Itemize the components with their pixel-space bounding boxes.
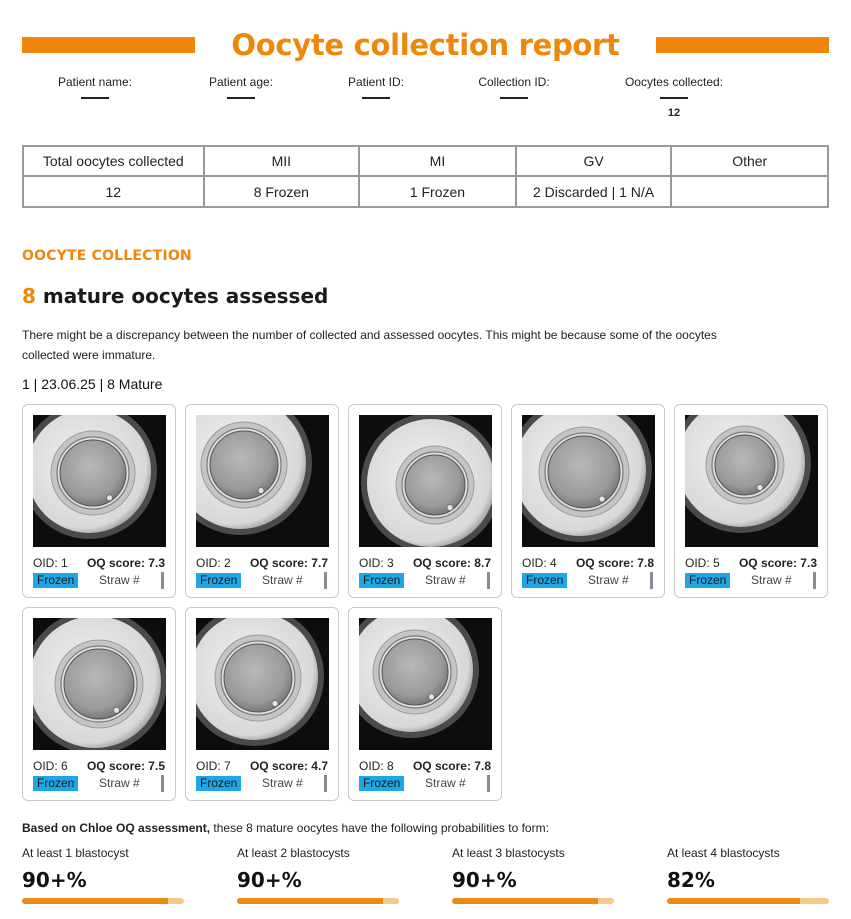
straw-marker	[324, 572, 327, 589]
summary-header-mii: MII	[204, 146, 360, 176]
straw-label: Straw #	[751, 573, 792, 587]
mature-count: 8	[22, 284, 36, 308]
status-badge: Frozen	[33, 776, 78, 791]
straw-label: Straw #	[425, 776, 466, 790]
straw-marker	[161, 572, 164, 589]
oq-score	[87, 759, 165, 773]
probability-label: At least 1 blastocyst	[22, 846, 129, 860]
oocytes-collected-label: Oocytes collected:	[624, 75, 724, 89]
straw-label: Straw #	[99, 776, 140, 790]
patient-info	[0, 75, 851, 125]
assessment-bold: Based on Chloe OQ assessment,	[22, 821, 211, 835]
patient-age-blank	[227, 97, 255, 99]
oq-score	[250, 759, 328, 773]
oocyte-card	[185, 404, 339, 598]
patient-id-blank	[362, 97, 390, 99]
summary-header-mi: MI	[359, 146, 516, 176]
report-header	[22, 24, 829, 66]
oocytes-collected-line	[660, 97, 688, 99]
oq-score-value: OQ score: 7.3	[738, 556, 817, 570]
oocyte-image	[33, 415, 166, 547]
oq-score-value: OQ score: 7.7	[249, 556, 328, 570]
oocyte-card	[348, 607, 502, 801]
oocyte-image	[359, 618, 492, 750]
mature-text: mature oocytes assessed	[35, 284, 329, 308]
status-badge: Frozen	[33, 573, 78, 588]
oq-score	[413, 759, 491, 773]
summary-value-total: 12	[23, 176, 204, 207]
patient-age-label: Patient age:	[208, 75, 274, 89]
patient-name-field	[54, 75, 136, 107]
oocyte-id: OID: 5	[685, 556, 720, 570]
oocyte-image	[196, 415, 329, 547]
oocyte-card	[511, 404, 665, 598]
collection-id-blank	[500, 97, 528, 99]
straw-marker	[650, 572, 653, 589]
patient-name-label: Patient name:	[57, 75, 133, 89]
straw-label: Straw #	[99, 573, 140, 587]
summary-header-other: Other	[671, 146, 828, 176]
title-bar-left	[22, 37, 195, 53]
status-badge: Frozen	[522, 573, 567, 588]
oocyte-id: OID: 2	[196, 556, 231, 570]
assessment-text	[22, 821, 549, 835]
status-badge: Frozen	[359, 776, 404, 791]
oocyte-card	[22, 404, 176, 598]
oocyte-image	[196, 618, 329, 750]
probability-item	[22, 846, 184, 904]
summary-header-total: Total oocytes collected	[23, 146, 204, 176]
oocyte-card	[22, 607, 176, 801]
summary-value-other	[671, 176, 828, 207]
probability-item	[452, 846, 614, 904]
mature-heading	[22, 284, 328, 308]
straw-label: Straw #	[425, 573, 466, 587]
title-bar-right	[656, 37, 829, 53]
oq-score-value: OQ score: 7.8	[412, 759, 491, 773]
collection-id-field	[475, 75, 553, 107]
oq-score	[739, 556, 817, 570]
oq-score-value: OQ score: 7.8	[575, 556, 654, 570]
straw-marker	[487, 775, 490, 792]
probability-value: 90+%	[237, 868, 302, 892]
batch-info: 1 | 23.06.25 | 8 Mature	[22, 376, 163, 392]
probability-bar	[667, 898, 829, 904]
summary-value-mii: 8 Frozen	[204, 176, 360, 207]
straw-marker	[324, 775, 327, 792]
page-title: Oocyte collection report	[231, 28, 620, 62]
probability-label: At least 4 blastocysts	[667, 846, 780, 860]
status-badge: Frozen	[685, 573, 730, 588]
assessment-rest: these 8 mature oocytes have the following probabilities to form:	[210, 821, 549, 835]
oq-score-value: OQ score: 8.7	[412, 556, 491, 570]
straw-label: Straw #	[588, 573, 629, 587]
status-badge: Frozen	[359, 573, 404, 588]
patient-name-blank	[81, 97, 109, 99]
straw-marker	[813, 572, 816, 589]
oocyte-image	[522, 415, 655, 547]
oq-score	[576, 556, 654, 570]
probability-bar-fill	[237, 898, 383, 904]
summary-header-row	[23, 146, 828, 176]
patient-age-field	[205, 75, 277, 107]
oocyte-card	[674, 404, 828, 598]
probability-bar	[237, 898, 399, 904]
oocyte-image	[685, 415, 818, 547]
straw-marker	[161, 775, 164, 792]
oocytes-collected-value: 12	[667, 107, 681, 119]
summary-value-mi: 1 Frozen	[359, 176, 516, 207]
probability-value: 90+%	[452, 868, 517, 892]
oq-score-value: OQ score: 7.3	[86, 556, 165, 570]
probability-item	[237, 846, 399, 904]
collection-id-label: Collection ID:	[478, 75, 550, 89]
summary-value-row	[23, 176, 828, 207]
oocyte-card	[185, 607, 339, 801]
oocyte-id: OID: 7	[196, 759, 231, 773]
oocyte-image	[33, 618, 166, 750]
oq-score	[250, 556, 328, 570]
oq-score	[413, 556, 491, 570]
straw-label: Straw #	[262, 573, 303, 587]
probability-bar	[22, 898, 184, 904]
section-label: OOCYTE COLLECTION	[22, 248, 192, 264]
oocyte-id: OID: 1	[33, 556, 68, 570]
oocyte-id: OID: 3	[359, 556, 394, 570]
oocyte-image	[359, 415, 492, 547]
probability-item	[667, 846, 829, 904]
oq-score	[87, 556, 165, 570]
oocyte-id: OID: 6	[33, 759, 68, 773]
summary-value-gv: 2 Discarded | 1 N/A	[516, 176, 672, 207]
oocytes-collected-field	[620, 75, 728, 119]
summary-header-gv: GV	[516, 146, 672, 176]
status-badge: Frozen	[196, 776, 241, 791]
probability-label: At least 3 blastocysts	[452, 846, 565, 860]
oocyte-id: OID: 8	[359, 759, 394, 773]
straw-marker	[487, 572, 490, 589]
discrepancy-note: There might be a discrepancy between the number of collected and assessed oocytes. This might be because some of the oocytes collected were immature.	[22, 328, 717, 362]
oq-score-value: OQ score: 4.7	[249, 759, 328, 773]
status-badge: Frozen	[196, 573, 241, 588]
summary-table	[22, 145, 829, 208]
probability-bar-fill	[452, 898, 598, 904]
probability-label: At least 2 blastocysts	[237, 846, 350, 860]
probability-value: 90+%	[22, 868, 87, 892]
patient-id-field	[344, 75, 408, 107]
oq-score-value: OQ score: 7.5	[86, 759, 165, 773]
straw-label: Straw #	[262, 776, 303, 790]
probability-bar	[452, 898, 614, 904]
probability-value: 82%	[667, 868, 715, 892]
probability-bar-fill	[667, 898, 800, 904]
oocyte-card	[348, 404, 502, 598]
patient-id-label: Patient ID:	[347, 75, 405, 89]
probability-bar-fill	[22, 898, 168, 904]
oocyte-id: OID: 4	[522, 556, 557, 570]
